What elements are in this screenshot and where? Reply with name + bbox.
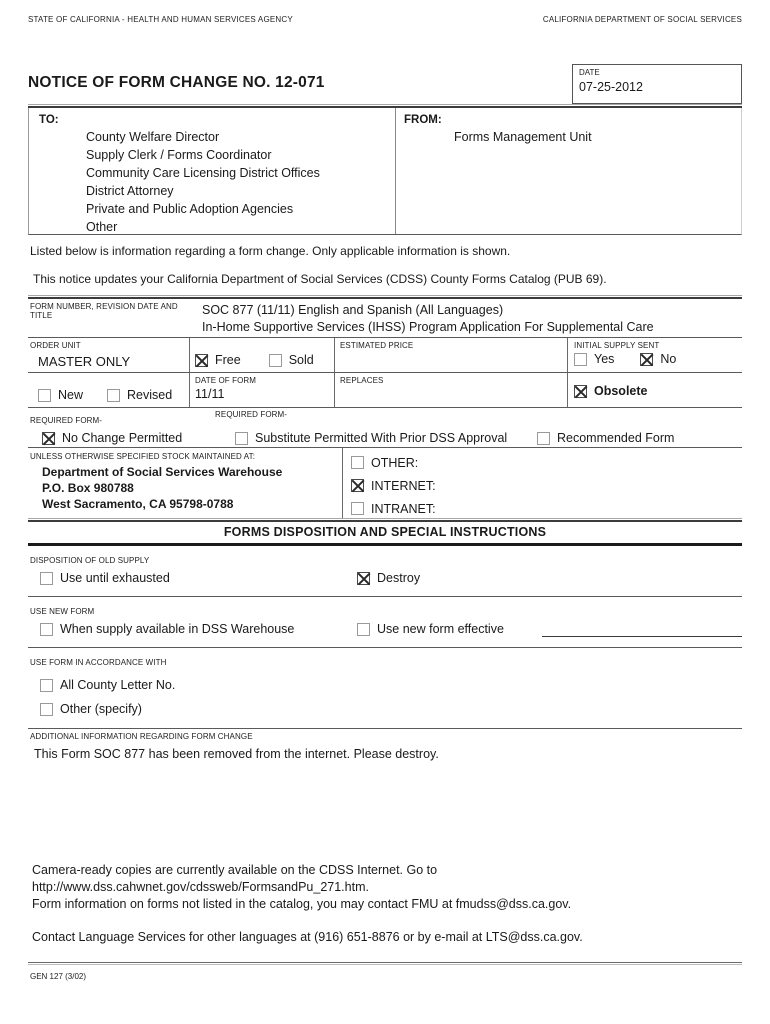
list-item: District Attorney — [86, 184, 174, 198]
acl-label: All County Letter No. — [60, 678, 176, 692]
checkbox-icon[interactable] — [38, 389, 51, 402]
yes-checkbox[interactable] — [574, 352, 614, 366]
required-form-label-2: REQUIRED FORM- — [215, 410, 288, 419]
to-label: TO: — [39, 114, 59, 126]
letterhead — [28, 0, 742, 24]
no-label: No — [660, 352, 677, 366]
checkbox-icon[interactable] — [351, 502, 364, 515]
order-unit-row — [28, 338, 742, 373]
accordance-row — [28, 648, 742, 728]
other-label: OTHER: — [371, 455, 419, 470]
substitute-label: Substitute Permitted With Prior DSS Approval — [255, 431, 508, 445]
form-title-line-2: In-Home Supportive Services (IHSS) Program Application For Supplemental Care — [202, 319, 654, 334]
from-section — [396, 108, 741, 234]
date-box — [572, 64, 742, 104]
sold-label: Sold — [288, 353, 314, 367]
checkbox-icon[interactable] — [40, 572, 53, 585]
checkbox-icon[interactable] — [537, 432, 550, 445]
old-supply-label: DISPOSITION OF OLD SUPPLY — [30, 556, 150, 565]
intro-line-1: Listed below is information regarding a form change. Only applicable information is shown. — [30, 244, 511, 258]
stock-row — [28, 448, 742, 518]
camera-ready-line-3: Form information on forms not listed in the catalog, you may contact FMU at fmudss@dss.ca.gov. — [32, 897, 572, 911]
old-supply-row — [28, 546, 742, 596]
checkbox-icon[interactable] — [574, 385, 587, 398]
page-title: NOTICE OF FORM CHANGE NO. 12-071 — [28, 74, 325, 91]
date-of-form-label: DATE OF FORM — [195, 376, 257, 385]
replaces-label: REPLACES — [340, 376, 384, 385]
to-from-box — [28, 108, 742, 235]
internet-checkbox[interactable] — [351, 474, 742, 497]
free-label: Free — [215, 353, 241, 367]
additional-info-label: ADDITIONAL INFORMATION REGARDING FORM CHANGE — [30, 732, 253, 741]
other-checkbox[interactable] — [351, 451, 742, 474]
acl-checkbox[interactable] — [40, 673, 742, 697]
checkbox-icon[interactable] — [357, 572, 370, 585]
form-status-row — [28, 373, 742, 408]
intranet-checkbox[interactable] — [351, 497, 742, 520]
use-new-form-row — [28, 597, 742, 647]
checkbox-icon[interactable] — [40, 623, 53, 636]
camera-ready-line-2: http://www.dss.cahwnet.gov/cdssweb/FormsandPu_271.htm. — [32, 880, 369, 894]
checkbox-icon[interactable] — [357, 623, 370, 636]
required-form-label-1: REQUIRED FORM- — [30, 416, 103, 425]
form-number-row — [28, 299, 742, 338]
checkbox-icon[interactable] — [574, 353, 587, 366]
section-heading: FORMS DISPOSITION AND SPECIAL INSTRUCTIONS — [223, 525, 547, 539]
free-checkbox[interactable] — [195, 353, 241, 367]
use-new-form-label: USE NEW FORM — [30, 607, 95, 616]
no-checkbox[interactable] — [640, 352, 676, 366]
address-line: Department of Social Services Warehouse — [42, 465, 283, 479]
checkbox-icon[interactable] — [107, 389, 120, 402]
destroy-checkbox[interactable] — [357, 571, 420, 585]
agency-left: STATE OF CALIFORNIA - HEALTH AND HUMAN SERVICES AGENCY — [28, 15, 293, 24]
checkbox-icon[interactable] — [269, 354, 282, 367]
checkbox-icon[interactable] — [42, 432, 55, 445]
yes-label: Yes — [594, 352, 615, 366]
date-of-form-value: 11/11 — [195, 387, 225, 401]
other-specify-label: Other (specify) — [60, 702, 142, 716]
camera-ready-line-1: Camera-ready copies are currently available on the CDSS Internet. Go to — [32, 863, 438, 877]
sold-checkbox[interactable] — [269, 353, 314, 367]
list-item: Other — [86, 220, 118, 234]
substitute-checkbox[interactable] — [235, 431, 507, 445]
no-change-checkbox[interactable] — [42, 431, 182, 445]
recommended-label: Recommended Form — [557, 431, 675, 445]
effective-date-field[interactable] — [542, 636, 742, 637]
intro-line-2: This notice updates your California Department of Social Services (CDSS) County Forms Catalog (PUB 69). — [33, 272, 607, 286]
list-item: Private and Public Adoption Agencies — [86, 202, 294, 216]
date-value: 07-25-2012 — [579, 80, 643, 94]
checkbox-icon[interactable] — [640, 353, 653, 366]
internet-label: INTERNET: — [371, 478, 436, 493]
when-supply-checkbox[interactable] — [40, 622, 294, 636]
list-item: County Welfare Director — [86, 130, 220, 144]
revised-checkbox[interactable] — [107, 388, 172, 402]
obsolete-label: Obsolete — [594, 384, 648, 398]
checkbox-icon[interactable] — [40, 703, 53, 716]
initial-supply-label: INITIAL SUPPLY SENT — [574, 341, 660, 350]
to-list — [86, 128, 395, 236]
address-line: P.O. Box 980788 — [42, 481, 134, 495]
checkbox-icon[interactable] — [195, 354, 208, 367]
effective-label: Use new form effective — [377, 622, 504, 636]
form-title-line-1: SOC 877 (11/11) English and Spanish (All Languages) — [202, 303, 504, 317]
intranet-label: INTRANET: — [371, 501, 436, 516]
additional-info-text: This Form SOC 877 has been removed from the internet. Please destroy. — [34, 747, 439, 761]
form-number-label: FORM NUMBER, REVISION DATE AND TITLE — [30, 302, 178, 320]
accordance-label: USE FORM IN ACCORDANCE WITH — [30, 658, 167, 667]
estimated-price-label: ESTIMATED PRICE — [340, 341, 414, 350]
list-item: Supply Clerk / Forms Coordinator — [86, 148, 272, 162]
when-supply-label: When supply available in DSS Warehouse — [60, 622, 295, 636]
footer-notes — [32, 862, 732, 946]
obsolete-checkbox[interactable] — [574, 384, 648, 398]
agency-right: CALIFORNIA DEPARTMENT OF SOCIAL SERVICES — [542, 15, 742, 24]
stock-label: UNLESS OTHERWISE SPECIFIED STOCK MAINTAINED AT: — [30, 452, 256, 461]
address-line: West Sacramento, CA 95798-0788 — [42, 497, 234, 511]
destroy-label: Destroy — [377, 571, 421, 585]
no-change-label: No Change Permitted — [62, 431, 183, 445]
warehouse-address — [42, 464, 342, 512]
other-specify-checkbox[interactable] — [40, 697, 742, 721]
additional-info-section — [28, 729, 742, 761]
language-services-line: Contact Language Services for other languages at (916) 651-8876 or by e-mail at LTS@dss.ca.gov. — [32, 930, 583, 944]
use-until-checkbox[interactable] — [40, 571, 170, 585]
date-label: DATE — [579, 68, 600, 77]
recommended-checkbox[interactable] — [537, 431, 674, 445]
intro-text — [28, 244, 742, 286]
form-title — [202, 299, 742, 337]
to-section — [29, 108, 396, 234]
checkbox-icon[interactable] — [351, 479, 364, 492]
divider — [28, 962, 742, 965]
new-label: New — [58, 388, 84, 402]
form-id: GEN 127 (3/02) — [30, 972, 87, 981]
revised-label: Revised — [127, 388, 173, 402]
effective-checkbox[interactable] — [357, 622, 504, 636]
use-until-label: Use until exhausted — [60, 571, 170, 585]
checkbox-icon[interactable] — [351, 456, 364, 469]
from-value: Forms Management Unit — [454, 130, 592, 144]
order-unit-value: MASTER ONLY — [38, 354, 131, 369]
list-item: Community Care Licensing District Offices — [86, 166, 320, 180]
required-form-row — [28, 408, 742, 448]
order-unit-label: ORDER UNIT — [30, 341, 81, 350]
from-label: FROM: — [404, 114, 442, 126]
new-checkbox[interactable] — [38, 388, 83, 402]
checkbox-icon[interactable] — [40, 679, 53, 692]
checkbox-icon[interactable] — [235, 432, 248, 445]
